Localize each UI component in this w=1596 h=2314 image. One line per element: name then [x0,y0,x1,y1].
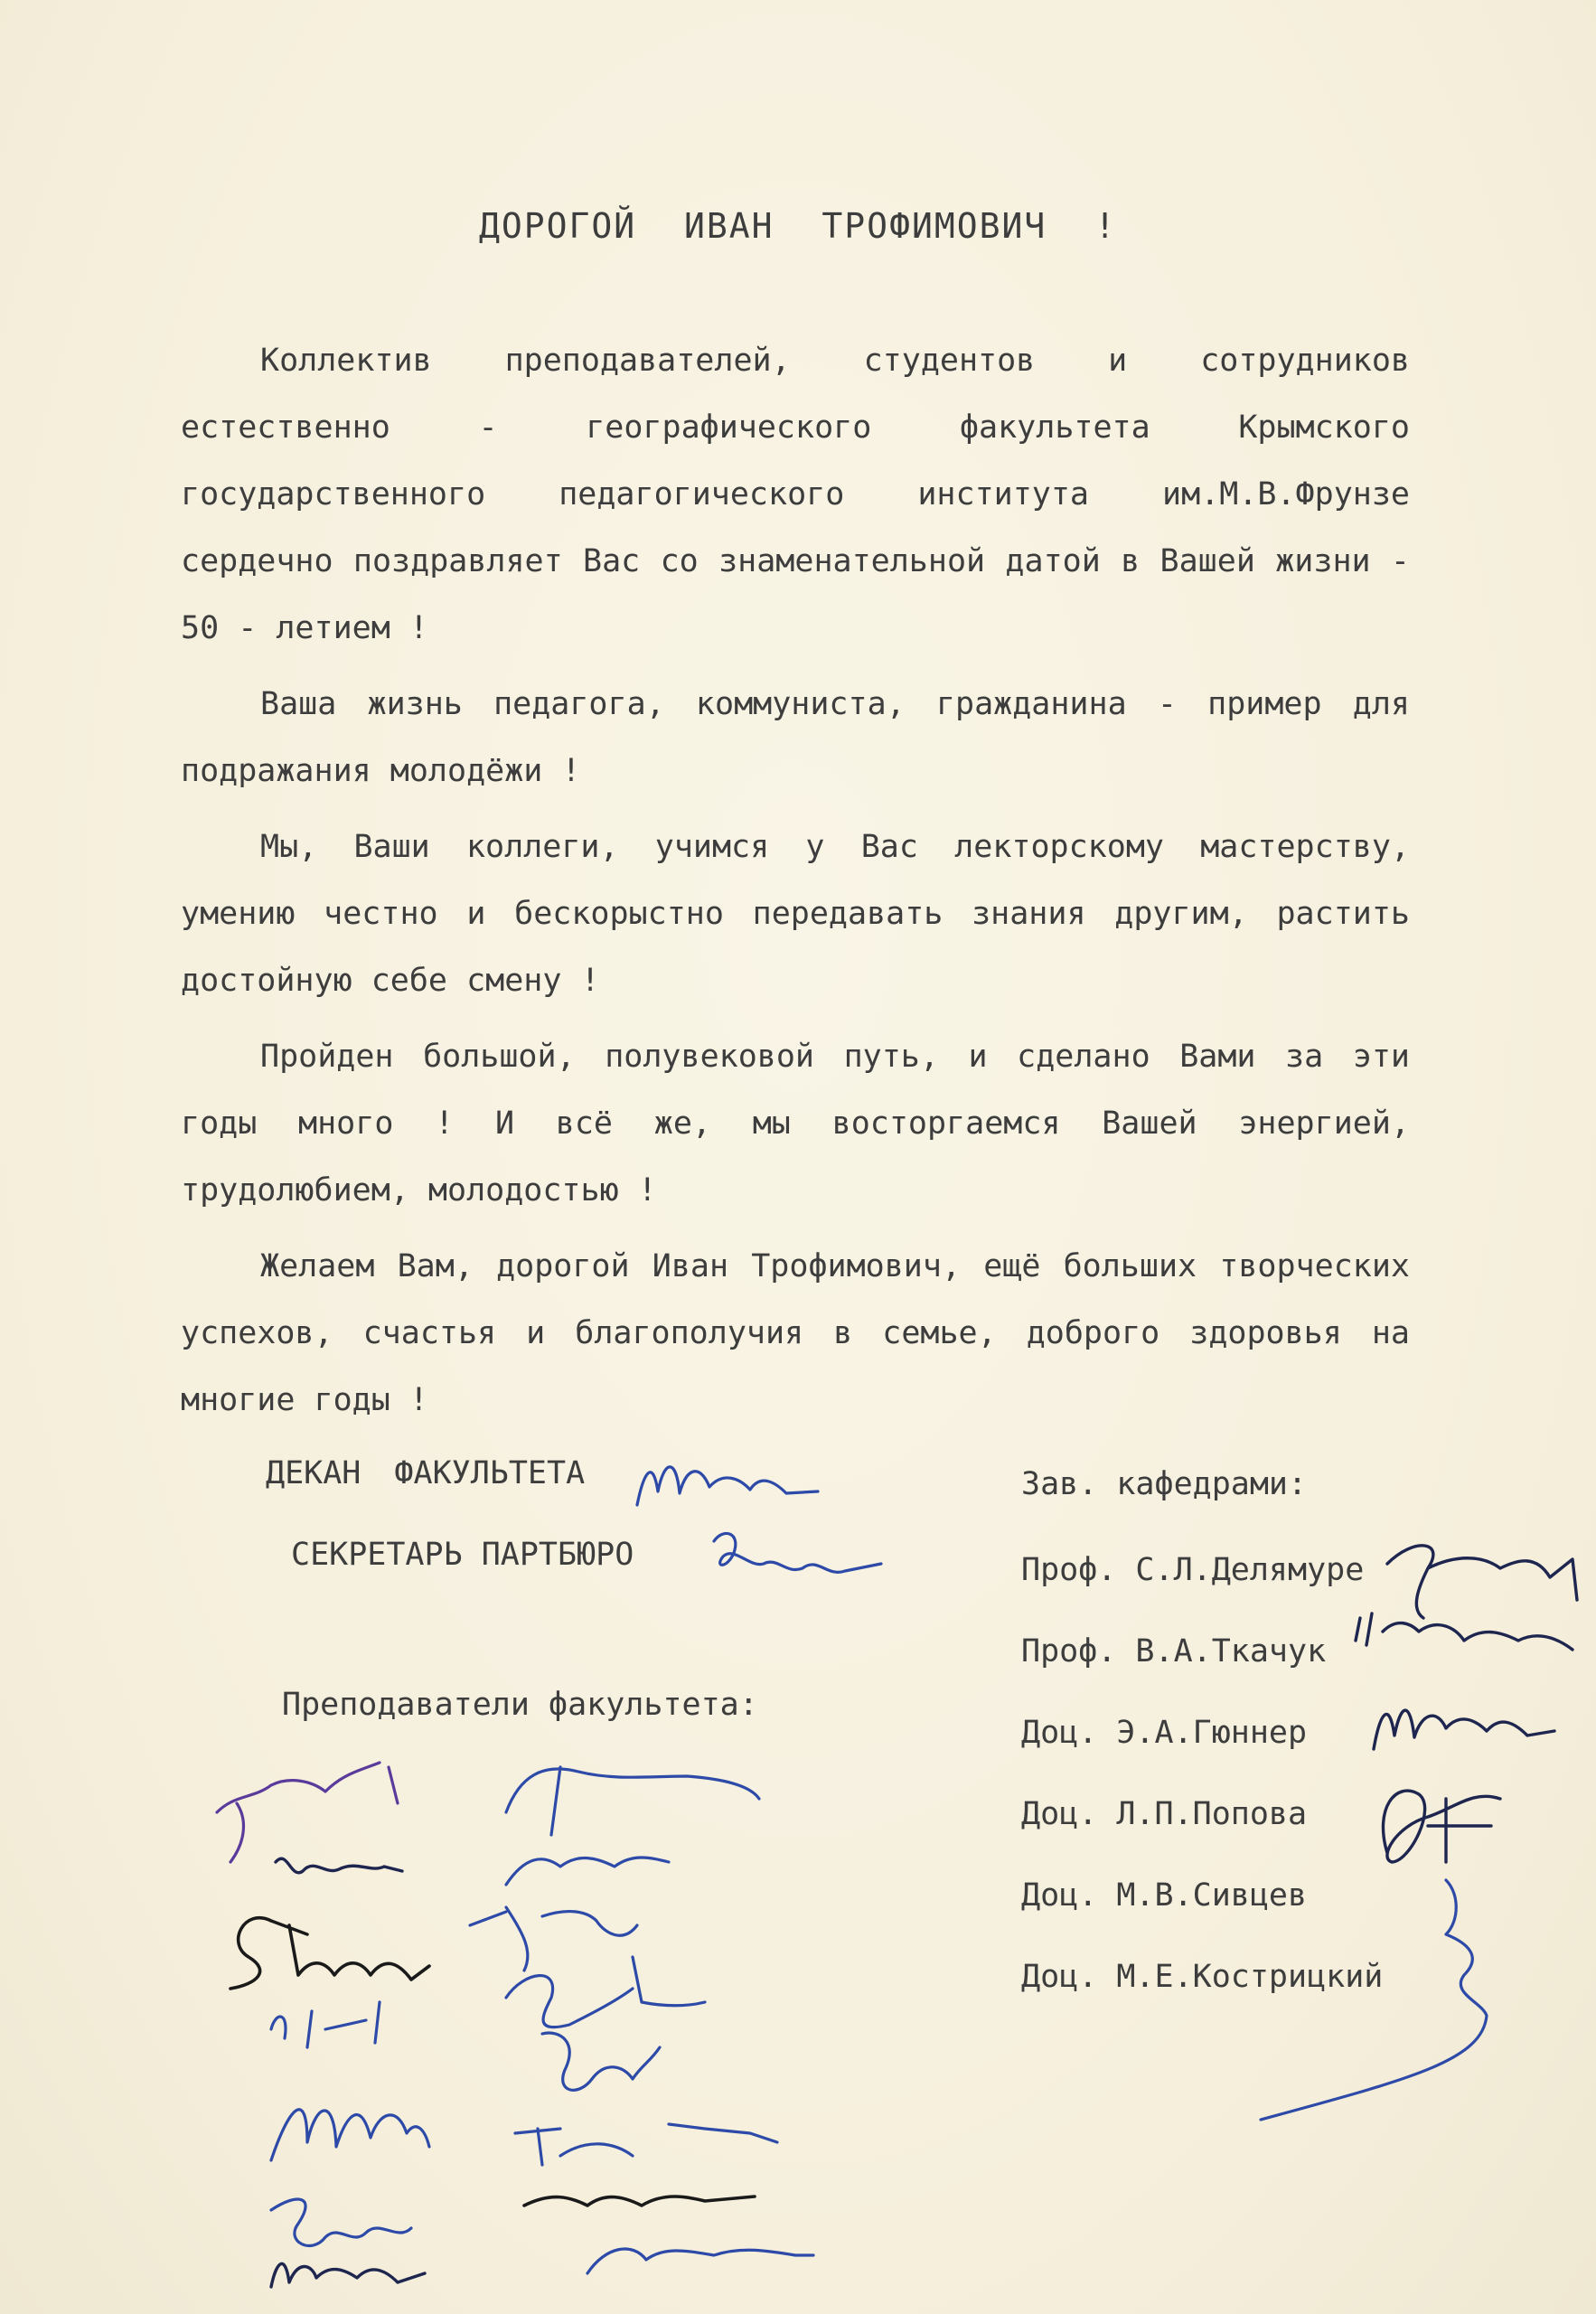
teacher-signature-6 [271,2199,411,2245]
head-popova: Доц. Л.П.Попова [1021,1796,1308,1832]
teacher-signature-15 [587,2249,813,2273]
letter-title: ДОРОГОЙ ИВАН ТРОФИМОВИЧ ! [479,206,1117,246]
head-tkachuk: Проф. В.А.Ткачук [1021,1633,1327,1670]
teacher-signature-3 [230,1918,429,1989]
head-delyamure: Проф. С.Л.Делямуре [1021,1552,1365,1588]
teacher-signature-2 [276,1858,402,1873]
department-heads-list [1021,1529,1383,2018]
teacher-signature-1 [217,1763,398,1862]
head-sivtsev: Доц. М.В.Сивцев [1021,1877,1308,1914]
teacher-signature-4 [271,2002,380,2047]
teacher-signature-13 [515,2124,777,2165]
teacher-signature-12 [542,2033,660,2090]
popova-signature [1374,1710,1554,1749]
tkachuk-signature [1356,1613,1573,1650]
teacher-signature-7 [271,2263,425,2287]
sivtsev-signature [1383,1791,1500,1862]
paragraph-4: Пройден большой, полувековой путь, и сделано Вами за эти годы много ! И всё же, мы восторгаемся Вашей энергией, трудолюбием, молодостью ! [181,1039,1410,1209]
teacher-signature-9 [506,1858,669,1885]
head-kostritsky: Доц. М.Е.Кострицкий [1021,1959,1384,1995]
letter-body [181,327,1410,1443]
paragraph-2: Ваша жизнь педагога, коммуниста, гражданина - пример для подражания молодёжи ! [181,686,1410,789]
department-heads-heading: Зав. кафедрами: [1021,1466,1308,1502]
paragraph-1: Коллектив преподавателей, студентов и сотрудников естественно - географического факультета Крымского государственного педагогического института им.М.В.Фрунзе сердечно поздравляет Вас со знаменательной датой в Вашей жизни - 50 - летием ! [181,343,1410,646]
head-gyunner: Доц. Э.А.Гюннер [1021,1715,1308,1751]
dean-label: ДЕКАН ФАКУЛЬТЕТА [266,1455,586,1491]
teacher-signature-10 [470,1907,637,1971]
secretary-signature [714,1533,881,1572]
teacher-signature-11 [506,1957,705,2027]
dean-signature [637,1467,818,1505]
teacher-signature-5 [271,2110,429,2160]
teachers-label: Преподаватели факультета: [282,1687,758,1723]
secretary-label: СЕКРЕТАРЬ ПАРТБЮРО [291,1537,634,1573]
delyamure-signature [1387,1546,1577,1618]
paragraph-3: Мы, Ваши коллеги, учимся у Вас лекторскому мастерству, умению честно и бескорыстно передавать знания другим, растить достойную себе смену ! [181,829,1410,999]
teacher-signature-8 [506,1767,759,1835]
paragraph-5: Желаем Вам, дорогой Иван Трофимович, ещё больших творческих успехов, счастья и благополучия в семье, доброго здоровья на многие годы ! [181,1248,1410,1418]
teacher-signature-14 [524,2196,755,2206]
